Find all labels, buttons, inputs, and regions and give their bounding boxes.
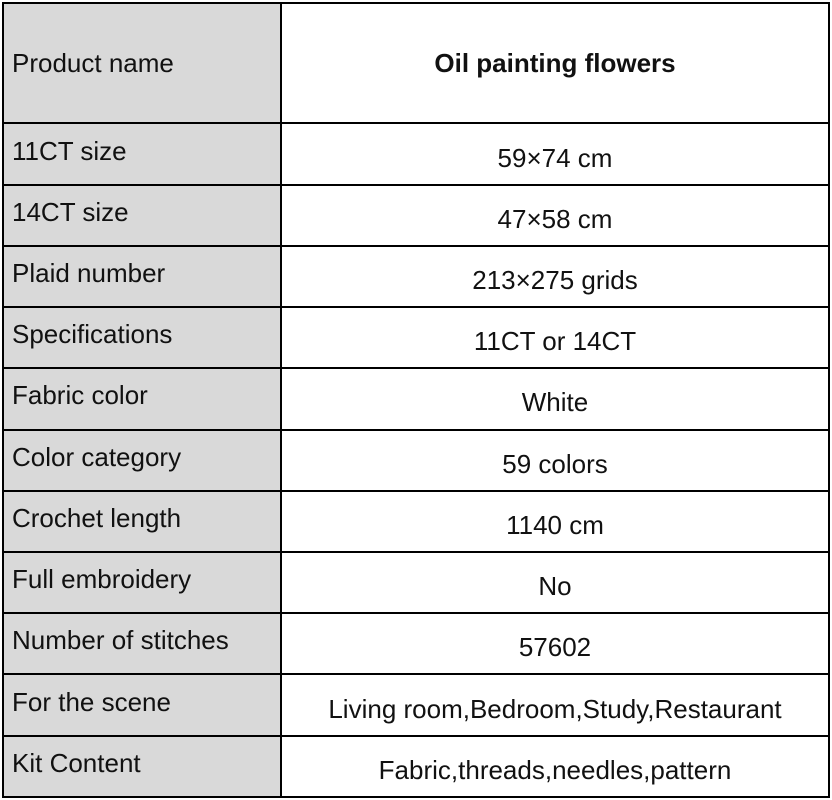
table-row [3, 123, 829, 184]
row-value-cell [281, 613, 829, 674]
table-row [3, 613, 829, 674]
table-row [3, 185, 829, 246]
row-value: 57602 [518, 632, 592, 663]
row-value-cell [281, 307, 829, 368]
row-value-cell [281, 123, 829, 184]
table-row [3, 430, 829, 491]
row-label: For the scene [3, 674, 281, 735]
row-label: Specifications [3, 307, 281, 368]
row-label: Crochet length [3, 491, 281, 552]
row-label: Fabric color [3, 368, 281, 429]
table-row [3, 307, 829, 368]
row-value: 11CT or 14CT [473, 326, 637, 357]
table-row [3, 491, 829, 552]
row-label: Color category [3, 430, 281, 491]
table-row [3, 552, 829, 613]
row-value-cell [281, 185, 829, 246]
row-value: 47×58 cm [497, 203, 613, 234]
row-label: Plaid number [3, 246, 281, 307]
table-row [3, 368, 829, 429]
row-value: Living room,Bedroom,Study,Restaurant [328, 693, 782, 724]
row-value: 1140 cm [506, 509, 604, 540]
row-label: Product name [3, 3, 281, 123]
row-label: 11CT size [3, 123, 281, 184]
row-label: 14CT size [3, 185, 281, 246]
row-value-cell [281, 430, 829, 491]
table-row [3, 674, 829, 735]
table-row [3, 736, 829, 797]
row-value: 213×275 grids [472, 265, 638, 295]
row-value: Fabric,threads,needles,pattern [378, 754, 732, 785]
table-row [3, 246, 829, 307]
row-value-cell [281, 246, 829, 307]
row-value-cell [281, 674, 829, 735]
product-spec-table [2, 2, 830, 798]
row-value: No [538, 571, 572, 602]
row-label: Number of stitches [3, 613, 281, 674]
row-value-cell [281, 736, 829, 797]
table-row-product-name [3, 3, 829, 123]
row-value-cell [281, 368, 829, 429]
row-value-cell [281, 552, 829, 613]
row-value: White [521, 387, 589, 418]
row-label: Full embroidery [3, 552, 281, 613]
product-name-value [281, 3, 829, 123]
row-value: 59 colors [502, 448, 608, 479]
row-value: Oil painting flowers [434, 47, 676, 78]
row-value: 59×74 cm [497, 142, 613, 173]
row-label: Kit Content [3, 736, 281, 797]
row-value-cell [281, 491, 829, 552]
